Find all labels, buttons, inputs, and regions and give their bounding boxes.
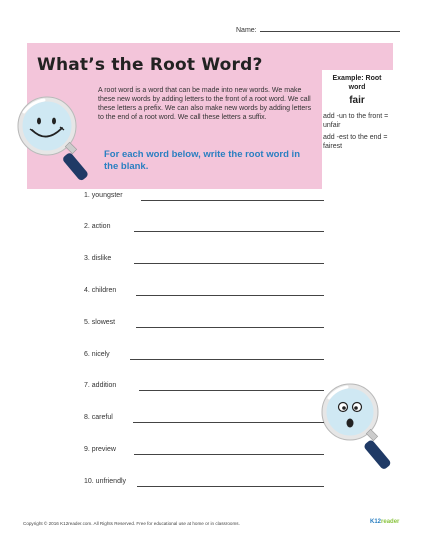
word-label: 3. dislike xyxy=(84,255,112,262)
answer-blank[interactable] xyxy=(141,200,324,201)
list-item xyxy=(84,414,324,426)
answer-blank[interactable] xyxy=(130,359,324,360)
intro-text: A root word is a word that can be made into new words. We make these new words by adding letters to the front of a root word. We call these letters a prefix. We can also make new words by adding letters to the end of a root word. We call these letters a suffix. xyxy=(98,87,312,121)
list-item xyxy=(84,351,324,363)
name-label: Name: xyxy=(236,27,257,34)
list-item xyxy=(84,223,324,235)
surprised-magnifying-glass-icon xyxy=(320,380,400,480)
answer-blank[interactable] xyxy=(133,422,324,423)
list-item xyxy=(84,478,324,490)
answer-blank[interactable] xyxy=(134,231,324,232)
word-label: 4. children xyxy=(84,287,117,294)
answer-blank[interactable] xyxy=(136,327,324,328)
name-blank[interactable] xyxy=(260,24,400,32)
example-prefix-note: add -un to the front = unfair xyxy=(323,113,389,129)
answer-blank[interactable] xyxy=(139,390,324,391)
word-label: 5. slowest xyxy=(84,319,116,326)
list-item xyxy=(84,382,324,394)
word-label: 9. preview xyxy=(84,446,116,453)
answer-blank[interactable] xyxy=(134,454,324,455)
word-label: 7. addition xyxy=(84,382,117,389)
list-item xyxy=(84,192,324,204)
answer-blank[interactable] xyxy=(137,486,324,487)
word-label: 10. unfriendly xyxy=(84,478,127,485)
word-label: 8. careful xyxy=(84,414,113,421)
list-item xyxy=(84,287,324,299)
word-label: 2. action xyxy=(84,223,111,230)
footer-copyright: Copyright © 2016 K12reader.com. All Rights Reserved. Free for educational use at home or in classrooms. xyxy=(23,521,240,526)
example-word: fair xyxy=(349,95,365,106)
list-item xyxy=(84,319,324,331)
instruction-text: For each word below, write the root word in the blank. xyxy=(104,149,300,172)
list-item xyxy=(84,446,324,458)
word-label: 6. nicely xyxy=(84,351,110,358)
page-title: What’s the Root Word? xyxy=(37,55,263,75)
k12reader-logo xyxy=(370,519,399,525)
name-field[interactable] xyxy=(236,24,400,34)
answer-blank[interactable] xyxy=(134,263,324,264)
smiling-magnifying-glass-icon xyxy=(14,92,94,188)
example-suffix-note: add -est to the end = fairest xyxy=(323,134,388,150)
answer-blank[interactable] xyxy=(136,295,324,296)
word-label: 1. youngster xyxy=(84,192,123,199)
example-title: Example: Root word xyxy=(332,75,382,91)
logo-sub: reader xyxy=(381,519,400,525)
list-item xyxy=(84,255,324,267)
logo-main: K12 xyxy=(370,519,382,525)
